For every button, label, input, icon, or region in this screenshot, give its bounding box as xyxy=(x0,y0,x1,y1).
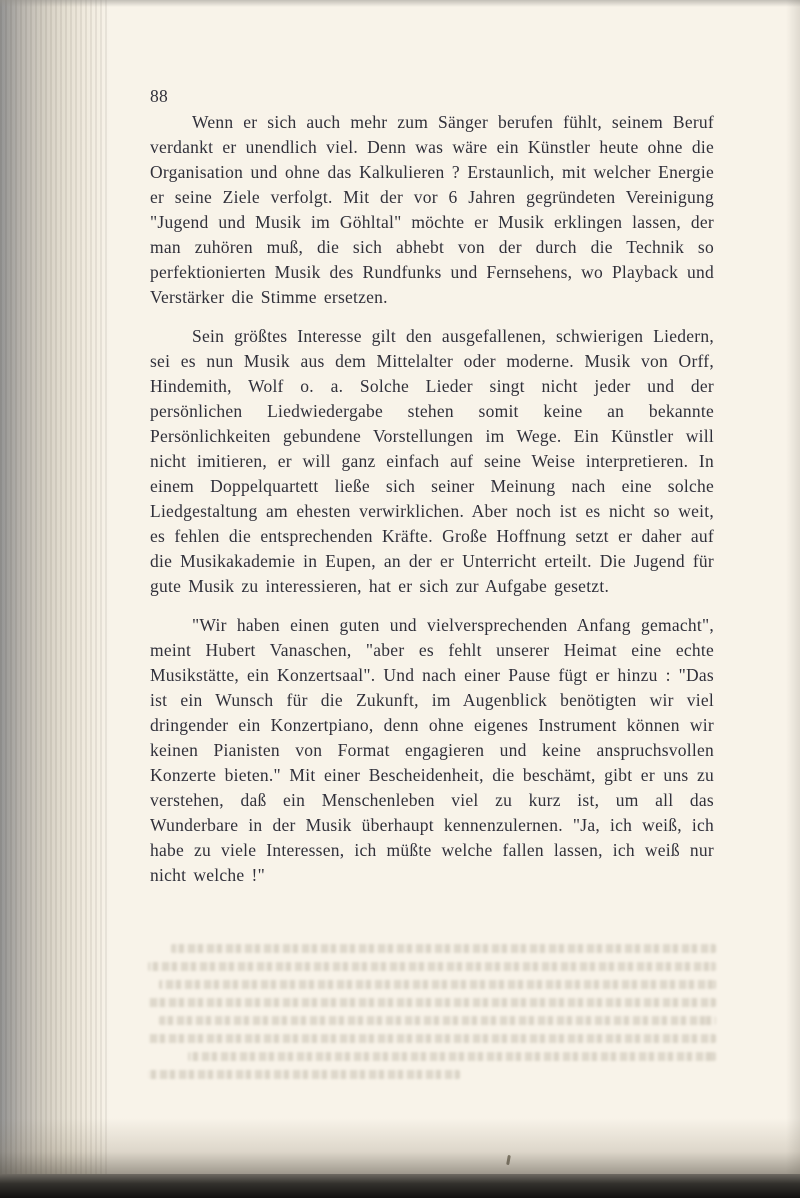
page-text-column xyxy=(150,84,714,888)
page-number: 88 xyxy=(150,86,168,106)
bleedthrough-line xyxy=(159,1016,716,1025)
paragraph-2: Sein größtes Interesse gilt den ausgefallenen, schwierigen Liedern, sei es nun Musik aus dem Mittelalter oder moderne. Musik von Orff, Hindemith, Wolf o. a. Solche Lieder singt nicht jeder und der persönlichen Liedwiedergabe stehen somit keine an bekannte Persönlichkeiten gebundene Vorstellungen im Wege. Ein Künstler will nicht imitieren, er will ganz einfach auf seine Weise interpretieren. In einem Doppelquartett ließe sich seiner Meinung nach eine solche Liedgestaltung am ehesten verwirklichen. Aber noch ist es nicht so weit, es fehlen die entsprechenden Kräfte. Große Hoffnung setzt er daher auf die Musikakademie in Eupen, an der er Unterricht erteilt. Die Jugend für gute Musik zu interessieren, hat er sich zur Aufgabe gesetzt. xyxy=(150,326,714,596)
book-binding-edge xyxy=(0,0,110,1198)
bleedthrough-line xyxy=(148,962,716,971)
scan-background-bottom xyxy=(0,1174,800,1198)
bleedthrough-text xyxy=(148,944,716,1079)
paragraph-3: "Wir haben einen guten und vielversprechenden Anfang gemacht", meint Hubert Vanaschen, "aber es fehlt unserer Heimat eine echte Musikstätte, ein Konzertsaal". Und nach einer Pause fügt er hinzu : "Das ist ein Wunsch für die Zukunft, im Augenblick benötigten wir viel dringender ein Konzertpiano, denn ohne eigenes Instrument können wir keinen Pianisten von Format engagieren und keine anspruchsvollen Konzerte bieten." Mit einer Bescheidenheit, die beschämt, gibt er uns zu verstehen, daß ein Menschenleben viel zu kurz ist, um all das Wunderbare in der Musik überhaupt kennenzulernen. "Ja, ich weiß, ich habe zu viele Interessen, ich müßte welche fallen lassen, ich weiß nur nicht welche !" xyxy=(150,615,714,885)
bleedthrough-line xyxy=(148,1034,716,1043)
scan-top-edge xyxy=(0,0,800,7)
bleedthrough-line xyxy=(148,998,716,1007)
page-bottom-shadow xyxy=(0,1118,800,1174)
paragraph-1: Wenn er sich auch mehr zum Sänger berufen fühlt, seinem Beruf verdankt er unendlich viel. Denn was wäre ein Künstler heute ohne die Organisation und ohne das Kalkulieren ? Erstaunlich, mit welcher Energie er seine Ziele verfolgt. Mit der vor 6 Jahren gegründeten Vereinigung "Jugend und Musik im Göhltal" möchte er Musik erklingen lassen, der man zuhören muß, die sich abhebt von der durch die Technik so perfektionierten Musik des Rundfunks und Fernsehens, wo Playback und Verstärker die Stimme ersetzen. xyxy=(150,112,714,307)
bleedthrough-line xyxy=(159,980,716,989)
scan-right-edge xyxy=(786,0,800,1198)
bleedthrough-line xyxy=(188,1052,716,1061)
bleedthrough-line xyxy=(171,944,716,953)
bleedthrough-line xyxy=(148,1070,460,1079)
